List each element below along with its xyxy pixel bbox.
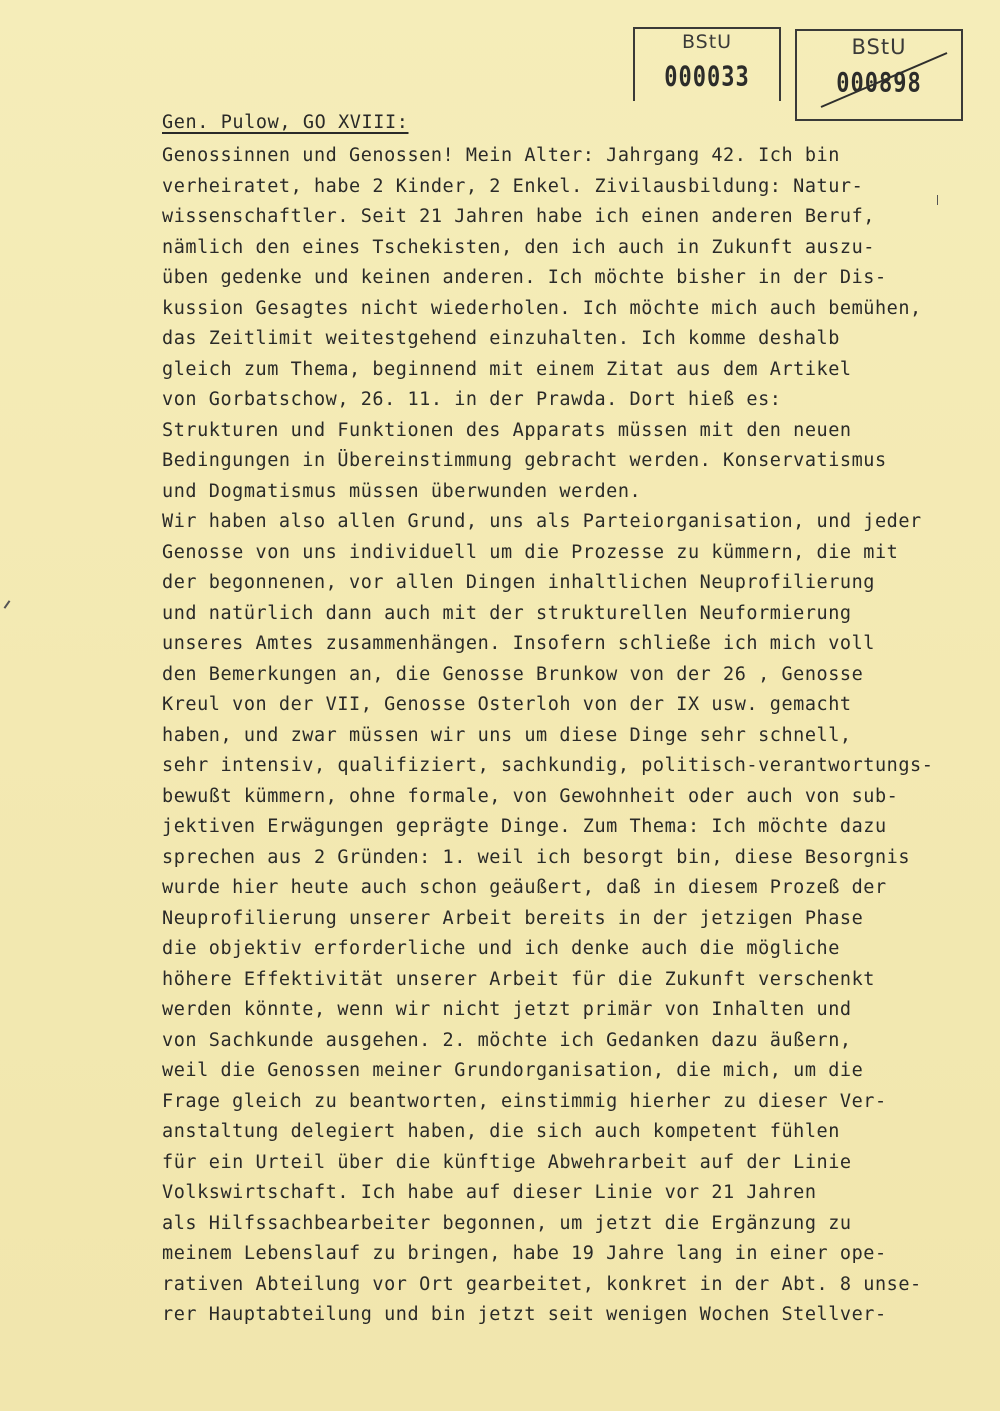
- text-line: anstaltung delegiert haben, die sich auch kompetent fühlen: [162, 1121, 840, 1142]
- text-line: den Bemerkungen an, die Genosse Brunkow von der 26 , Genosse: [162, 663, 864, 685]
- text-line: weil die Genossen meiner Grundorganisation, die mich, um die: [162, 1060, 864, 1081]
- text-line: bewußt kümmern, ohne formale, von Gewohnheit oder auch von sub-: [162, 785, 899, 807]
- text-line: und Dogmatismus müssen überwunden werden.: [162, 480, 642, 502]
- archive-stamp-current: [633, 27, 781, 101]
- text-line: gleich zum Thema, beginnend mit einem Zitat aus dem Artikel: [162, 358, 852, 380]
- text-line: nämlich den eines Tschekisten, den ich auch in Zukunft auszu-: [162, 236, 875, 258]
- text-line: die objektiv erforderliche und ich denke auch die mögliche: [162, 938, 840, 959]
- text-line: wurde hier heute auch schon geäußert, daß in diesem Prozeß der: [162, 877, 887, 898]
- text-line: jektiven Erwägungen geprägte Dinge. Zum Thema: Ich möchte dazu: [162, 816, 887, 837]
- text-line: sehr intensiv, qualifiziert, sachkundig, politisch-verantwortungs-: [162, 755, 934, 776]
- text-line: Genosse von uns individuell um die Prozesse zu kümmern, die mit: [162, 541, 899, 563]
- text-line: meinem Lebenslauf zu bringen, habe 19 Jahre lang in einer ope-: [162, 1243, 887, 1264]
- text-line: von Gorbatschow, 26. 11. in der Prawda. Dort hieß es:: [162, 389, 782, 410]
- text-line: wissenschaftler. Seit 21 Jahren habe ich einen anderen Beruf,: [162, 206, 875, 227]
- text-line: Neuprofilierung unserer Arbeit bereits in der jetzigen Phase: [162, 907, 864, 929]
- text-line: Strukturen und Funktionen des Apparats müssen mit den neuen: [162, 419, 852, 441]
- stamp-label: BStU: [681, 31, 733, 53]
- text-line: rativen Abteilung vor Ort gearbeitet, konkret in der Abt. 8 unse-: [162, 1273, 922, 1295]
- speech-transcript: [162, 141, 982, 1331]
- text-line: werden könnte, wenn wir nicht jetzt primär von Inhalten und: [162, 999, 852, 1020]
- margin-mark: [4, 600, 11, 609]
- text-line: unseres Amtes zusammenhängen. Insofern schließe ich mich voll: [162, 633, 875, 654]
- text-line: Wir haben also allen Grund, uns als Parteiorganisation, und jeder: [162, 511, 922, 532]
- text-line: sprechen aus 2 Gründen: 1. weil ich besorgt bin, diese Besorgnis: [162, 846, 911, 868]
- text-line: rer Hauptabteilung und bin jetzt seit wenigen Wochen Stellver-: [162, 1304, 887, 1325]
- text-line: Genossinnen und Genossen! Mein Alter: Jahrgang 42. Ich bin: [162, 145, 840, 166]
- text-line: kussion Gesagtes nicht wiederholen. Ich möchte mich auch bemühen,: [162, 297, 922, 319]
- strikethrough-mark: [819, 51, 949, 109]
- text-line: von Sachkunde ausgehen. 2. möchte ich Gedanken dazu äußern,: [162, 1029, 852, 1051]
- margin-mark: [937, 195, 938, 205]
- text-line: Bedingungen in Übereinstimmung gebracht werden. Konservatismus: [162, 450, 887, 471]
- text-line: das Zeitlimit weitestgehend einzuhalten. Ich komme deshalb: [162, 328, 840, 349]
- speaker-heading: Gen. Pulow, GO XVIII:: [162, 112, 409, 133]
- text-line: für ein Urteil über die künftige Abwehrarbeit auf der Linie: [162, 1151, 852, 1173]
- text-line: als Hilfssachbearbeiter begonnen, um jetzt die Ergänzung zu: [162, 1212, 852, 1234]
- archive-stamp-crossed: [795, 29, 963, 121]
- text-line: und natürlich dann auch mit der strukturellen Neuformierung: [162, 602, 852, 624]
- stamp-page-number: 000898: [836, 68, 922, 99]
- text-line: Volkswirtschaft. Ich habe auf dieser Linie vor 21 Jahren: [162, 1182, 817, 1203]
- text-line: der begonnenen, vor allen Dingen inhaltlichen Neuprofilierung: [162, 572, 875, 593]
- text-line: haben, und zwar müssen wir uns um diese Dinge sehr schnell,: [162, 724, 852, 746]
- text-line: Frage gleich zu beantworten, einstimmig hierher zu dieser Ver-: [162, 1090, 887, 1112]
- text-line: verheiratet, habe 2 Kinder, 2 Enkel. Zivilausbildung: Natur-: [162, 175, 864, 197]
- stamp-page-number: 000033: [664, 61, 750, 94]
- text-line: üben gedenke und keinen anderen. Ich möchte bisher in der Dis-: [162, 267, 887, 288]
- stamp-label: BStU: [851, 35, 907, 59]
- text-line: Kreul von der VII, Genosse Osterloh von der IX usw. gemacht: [162, 694, 852, 715]
- text-line: höhere Effektivität unserer Arbeit für die Zukunft verschenkt: [162, 968, 875, 990]
